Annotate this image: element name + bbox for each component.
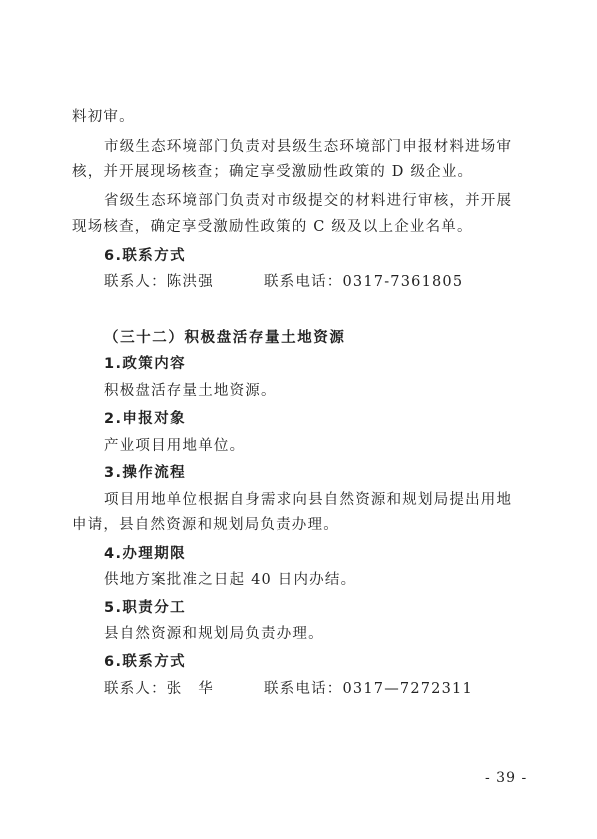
item-heading: 5.职责分工 xyxy=(104,600,186,616)
contact-phone: 联系电话：0317—7272311 xyxy=(264,681,473,697)
paragraph-line: 核，并开展现场核查；确定享受激励性政策的 D 级企业。 xyxy=(72,164,474,180)
contact-row xyxy=(104,272,464,292)
item-heading: 1.政策内容 xyxy=(104,356,186,372)
contact-heading: 6.联系方式 xyxy=(104,654,186,670)
item-text: 积极盘活存量土地资源。 xyxy=(104,383,277,399)
contact-heading: 6.联系方式 xyxy=(104,248,186,264)
item-heading: 3.操作流程 xyxy=(104,465,186,481)
paragraph-continuation: 料初审。 xyxy=(72,109,135,125)
item-heading: 2.申报对象 xyxy=(104,411,186,427)
contact-person: 联系人：陈洪强 xyxy=(104,274,214,290)
paragraph-line: 现场核查，确定享受激励性政策的 C 级及以上企业名单。 xyxy=(72,219,473,235)
page-number: - 39 - xyxy=(485,770,528,786)
item-text: 项目用地单位根据自身需求向县自然资源和规划局提出用地 xyxy=(104,492,513,508)
item-text: 县自然资源和规划局负责办理。 xyxy=(104,626,324,642)
item-heading: 4.办理期限 xyxy=(104,546,186,562)
contact-phone: 联系电话：0317-7361805 xyxy=(264,274,464,290)
item-text: 供地方案批准之日起 40 日内办结。 xyxy=(104,572,357,588)
contact-row xyxy=(104,679,473,699)
item-text: 申请，县自然资源和规划局负责办理。 xyxy=(72,517,339,533)
paragraph-line: 省级生态环境部门负责对市级提交的材料进行审核，并开展 xyxy=(104,193,513,209)
item-text: 产业项目用地单位。 xyxy=(104,438,246,454)
paragraph-line: 市级生态环境部门负责对县级生态环境部门申报材料进场审 xyxy=(104,139,513,155)
section-title: （三十二）积极盘活存量土地资源 xyxy=(104,330,346,346)
contact-person: 联系人：张 华 xyxy=(104,681,214,697)
